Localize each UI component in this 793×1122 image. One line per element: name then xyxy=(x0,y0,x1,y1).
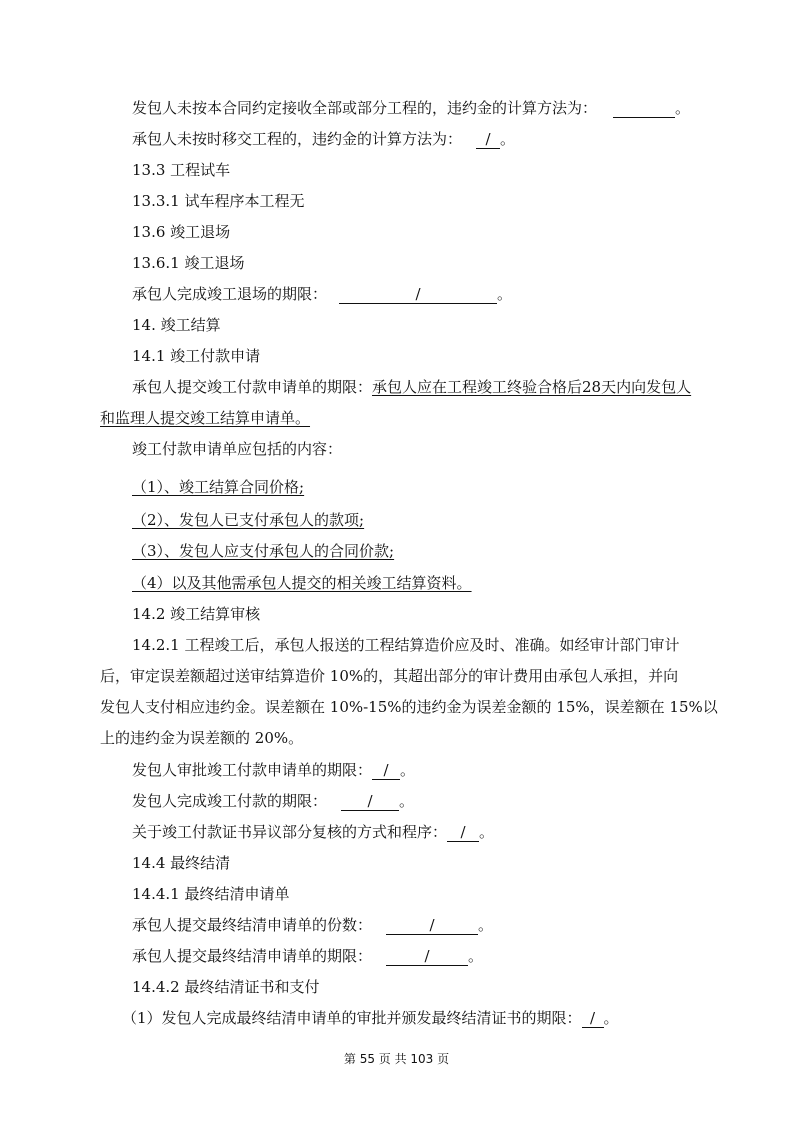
list-item: （3）、发包人应支付承包人的合同价款; xyxy=(132,542,395,560)
text-line: 承包人提交竣工付款申请单的期限：承包人应在工程竣工终验合格后28天内向发包人 xyxy=(132,378,692,396)
list-item: （4）以及其他需承包人提交的相关竣工结算资料。 xyxy=(132,574,472,592)
blank-field: / xyxy=(582,1008,604,1028)
paragraph-line: 14.2.1 工程竣工后，承包人报送的工程结算造价应及时、准确。如经审计部门审计 xyxy=(132,636,680,654)
text-line: （1）发包人完成最终结清申请单的审批并颁发最终结清证书的期限： / 。 xyxy=(122,1009,619,1027)
section-heading: 13.3.1 试车程序本工程无 xyxy=(132,192,305,210)
underlined-answer: 和监理人提交竣工结算申请单。 xyxy=(100,409,311,427)
paragraph-line: 发包人支付相应违约金。误差额在 10%-15%的违约金为误差金额的 15%，误差额在 15%以 xyxy=(100,698,718,716)
section-heading: 13.3 工程试车 xyxy=(132,161,231,179)
section-heading: 14.1 竣工付款申请 xyxy=(132,347,261,365)
blank-field: / xyxy=(476,129,500,149)
blank-field: / xyxy=(372,760,400,780)
paragraph-line: 后，审定误差额超过送审结算造价 10%的，其超出部分的审计费用由承包人承担，并向 xyxy=(100,667,679,685)
blank-field: / xyxy=(447,822,479,842)
blank-field: / xyxy=(386,946,468,966)
blank-field: / xyxy=(341,791,399,811)
text-line: 承包人未按时移交工程的，违约金的计算方法为： / 。 xyxy=(132,130,516,148)
section-heading: 14.4.2 最终结清证书和支付 xyxy=(132,978,320,996)
section-heading: 14.4.1 最终结清申请单 xyxy=(132,885,290,903)
blank-field: / xyxy=(339,284,497,304)
list-item: （2）、发包人已支付承包人的款项; xyxy=(132,511,365,529)
text-line: 承包人提交最终结清申请单的期限： / 。 xyxy=(132,947,484,965)
section-heading: 14.4 最终结清 xyxy=(132,854,231,872)
text-line: 关于竣工付款证书异议部分复核的方式和程序： / 。 xyxy=(132,823,495,841)
section-heading: 14.2 竣工结算审核 xyxy=(132,605,261,623)
text-line: 发包人审批竣工付款申请单的期限： / 。 xyxy=(132,761,416,779)
section-heading: 14. 竣工结算 xyxy=(132,316,221,334)
section-heading: 13.6 竣工退场 xyxy=(132,223,231,241)
text-line: 竣工付款申请单应包括的内容： xyxy=(132,440,343,458)
text-line: 承包人完成竣工退场的期限： / 。 xyxy=(132,285,513,303)
text-line xyxy=(100,408,334,428)
list-item: （1）、竣工结算合同价格; xyxy=(132,478,305,496)
page-footer: 第 55 页 共 103 页 xyxy=(343,1052,450,1066)
text-line: 发包人完成竣工付款的期限： / 。 xyxy=(132,792,415,810)
section-heading: 13.6.1 竣工退场 xyxy=(132,254,245,272)
paragraph-line: 上的违约金为误差额的 20%。 xyxy=(100,729,304,747)
text-line: 承包人提交最终结清申请单的份数： / 。 xyxy=(132,916,494,934)
blank-field xyxy=(613,98,675,118)
blank-field: / xyxy=(386,915,478,935)
text-line: 发包人未按本合同约定接收全部或部分工程的，违约金的计算方法为： 。 xyxy=(132,99,691,117)
underlined-answer: 承包人应在工程竣工终验合格后28天内向发包人 xyxy=(372,378,692,396)
